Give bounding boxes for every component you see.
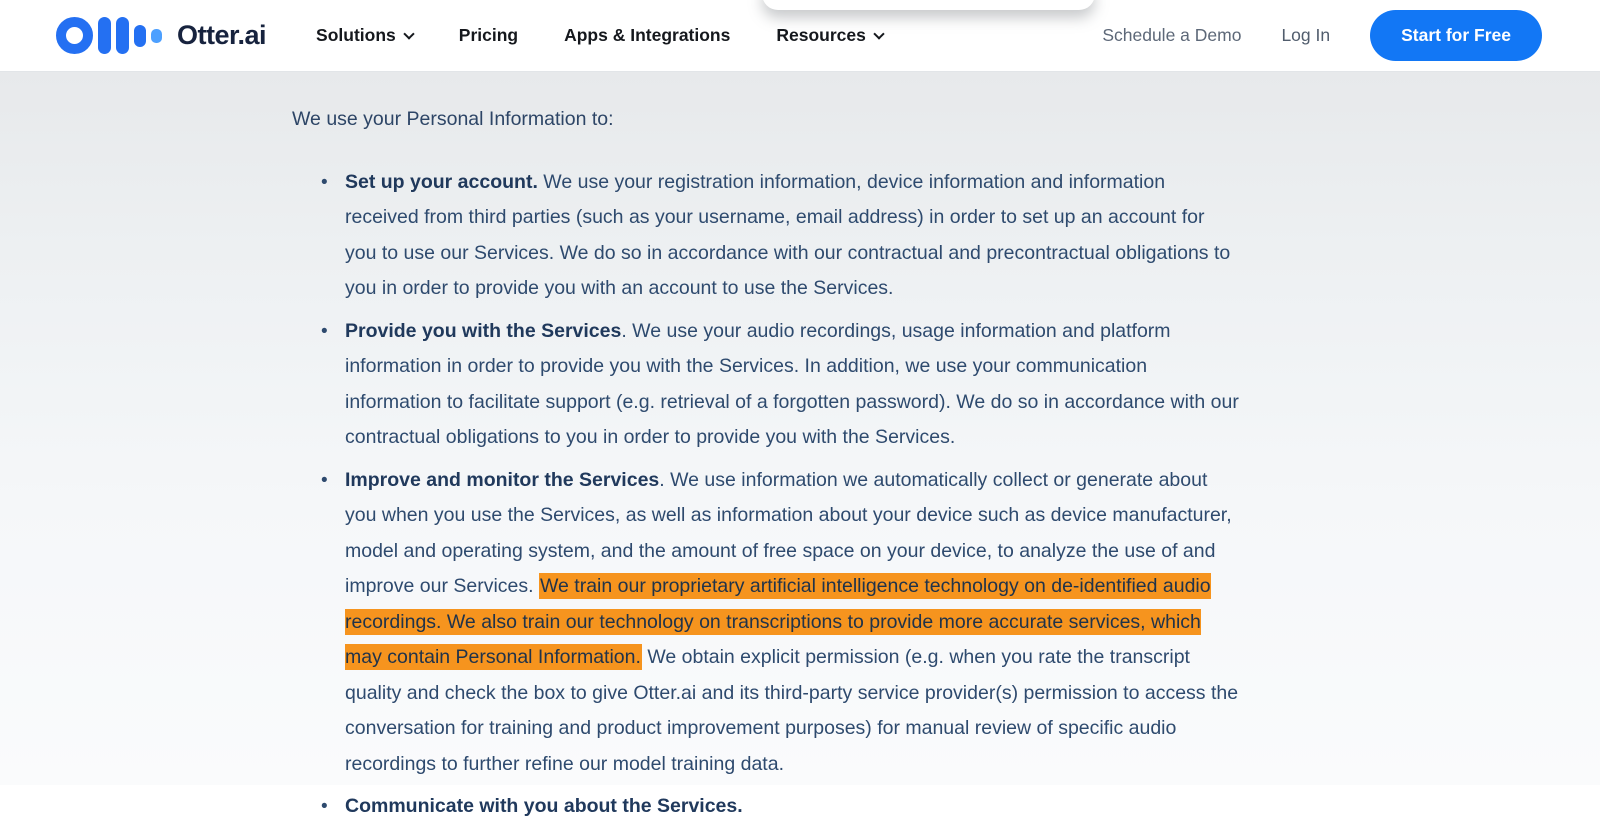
bullet-text: . We use your audio recordings, usage information and platform information in order to provide you with the Services. In addition, we use your communication information to facilitate support (e.g. retrieval of a forgotten password). We do so in accordance with our contractual obligations to you in order to provide you with the Services. bbox=[345, 319, 1239, 448]
start-free-button[interactable]: Start for Free bbox=[1370, 10, 1542, 61]
primary-nav bbox=[316, 25, 883, 46]
nav-item-label: Solutions bbox=[316, 25, 396, 45]
section-intro: We use your Personal Information to: bbox=[292, 107, 614, 130]
nav-item-label: Pricing bbox=[458, 25, 519, 45]
list-item-communicate-clipped bbox=[345, 789, 1240, 825]
logo-ring-shape bbox=[56, 17, 93, 54]
logo-dot-shape bbox=[151, 29, 162, 43]
brand-wordmark: Otter.ai bbox=[177, 20, 267, 50]
schedule-demo-link[interactable]: Schedule a Demo bbox=[1102, 25, 1242, 45]
bullet-lead: Set up your account. bbox=[345, 170, 538, 193]
login-link[interactable]: Log In bbox=[1281, 25, 1331, 45]
chevron-down-icon bbox=[873, 28, 884, 39]
logo-bar-shape bbox=[116, 17, 129, 54]
list-item-provide-services bbox=[345, 314, 1240, 456]
chevron-down-icon bbox=[403, 28, 414, 39]
top-navigation bbox=[0, 0, 1600, 72]
highlighted-text: We train our proprietary artificial intelligence technology on de-identified audio recordings. We also train our technology on transcriptions to provide more accurate services, which may contain Personal Information. bbox=[345, 575, 1211, 668]
otter-logo[interactable] bbox=[56, 17, 266, 54]
nav-item-label: Resources bbox=[776, 25, 866, 45]
privacy-policy-section bbox=[0, 72, 1600, 825]
bullet-text: We use your registration information, device information and information received from third parties (such as your username, email address) in order to set up an account for you to use our Services. We do so in accordance with our contractual and precontractual obligations to you in order to provide you with an account to use the Services. bbox=[345, 170, 1231, 299]
nav-item-label: Apps & Integrations bbox=[564, 25, 731, 45]
bullet-lead: Communicate with you about the Services. bbox=[345, 795, 743, 817]
page-body bbox=[0, 72, 1600, 817]
bullet-text: . We use information we automatically collect or generate about you when you use the Services, as well as information about your device such as device manufacturer, model and operating system, and the amount of free space on your device, to analyze the use of and improve our Services. bbox=[345, 468, 1232, 597]
nav-actions bbox=[1102, 10, 1542, 61]
nav-item-resources[interactable] bbox=[776, 25, 883, 46]
logo-bar-shape bbox=[98, 17, 111, 54]
nav-item-apps-integrations[interactable] bbox=[564, 25, 730, 46]
otter-logo-icon bbox=[56, 17, 162, 54]
logo-bar-shape bbox=[134, 25, 146, 47]
bullet-lead: Provide you with the Services bbox=[345, 319, 622, 342]
bullet-text: We obtain explicit permission (e.g. when you rate the transcript quality and check the box to give Otter.ai and its third-party service provider(s) permission to access the conversation for training and product improvement purposes) for manual review of specific audio recordings to further refine our model training data. bbox=[345, 646, 1239, 775]
list-item-setup-account bbox=[345, 165, 1240, 307]
policy-bullet-list bbox=[292, 165, 1240, 825]
nav-item-pricing[interactable] bbox=[459, 25, 518, 46]
nav-item-solutions[interactable] bbox=[316, 25, 413, 46]
bullet-lead: Improve and monitor the Services bbox=[345, 468, 660, 491]
list-item-improve-services bbox=[345, 463, 1240, 783]
floating-panel bbox=[762, 0, 1095, 10]
